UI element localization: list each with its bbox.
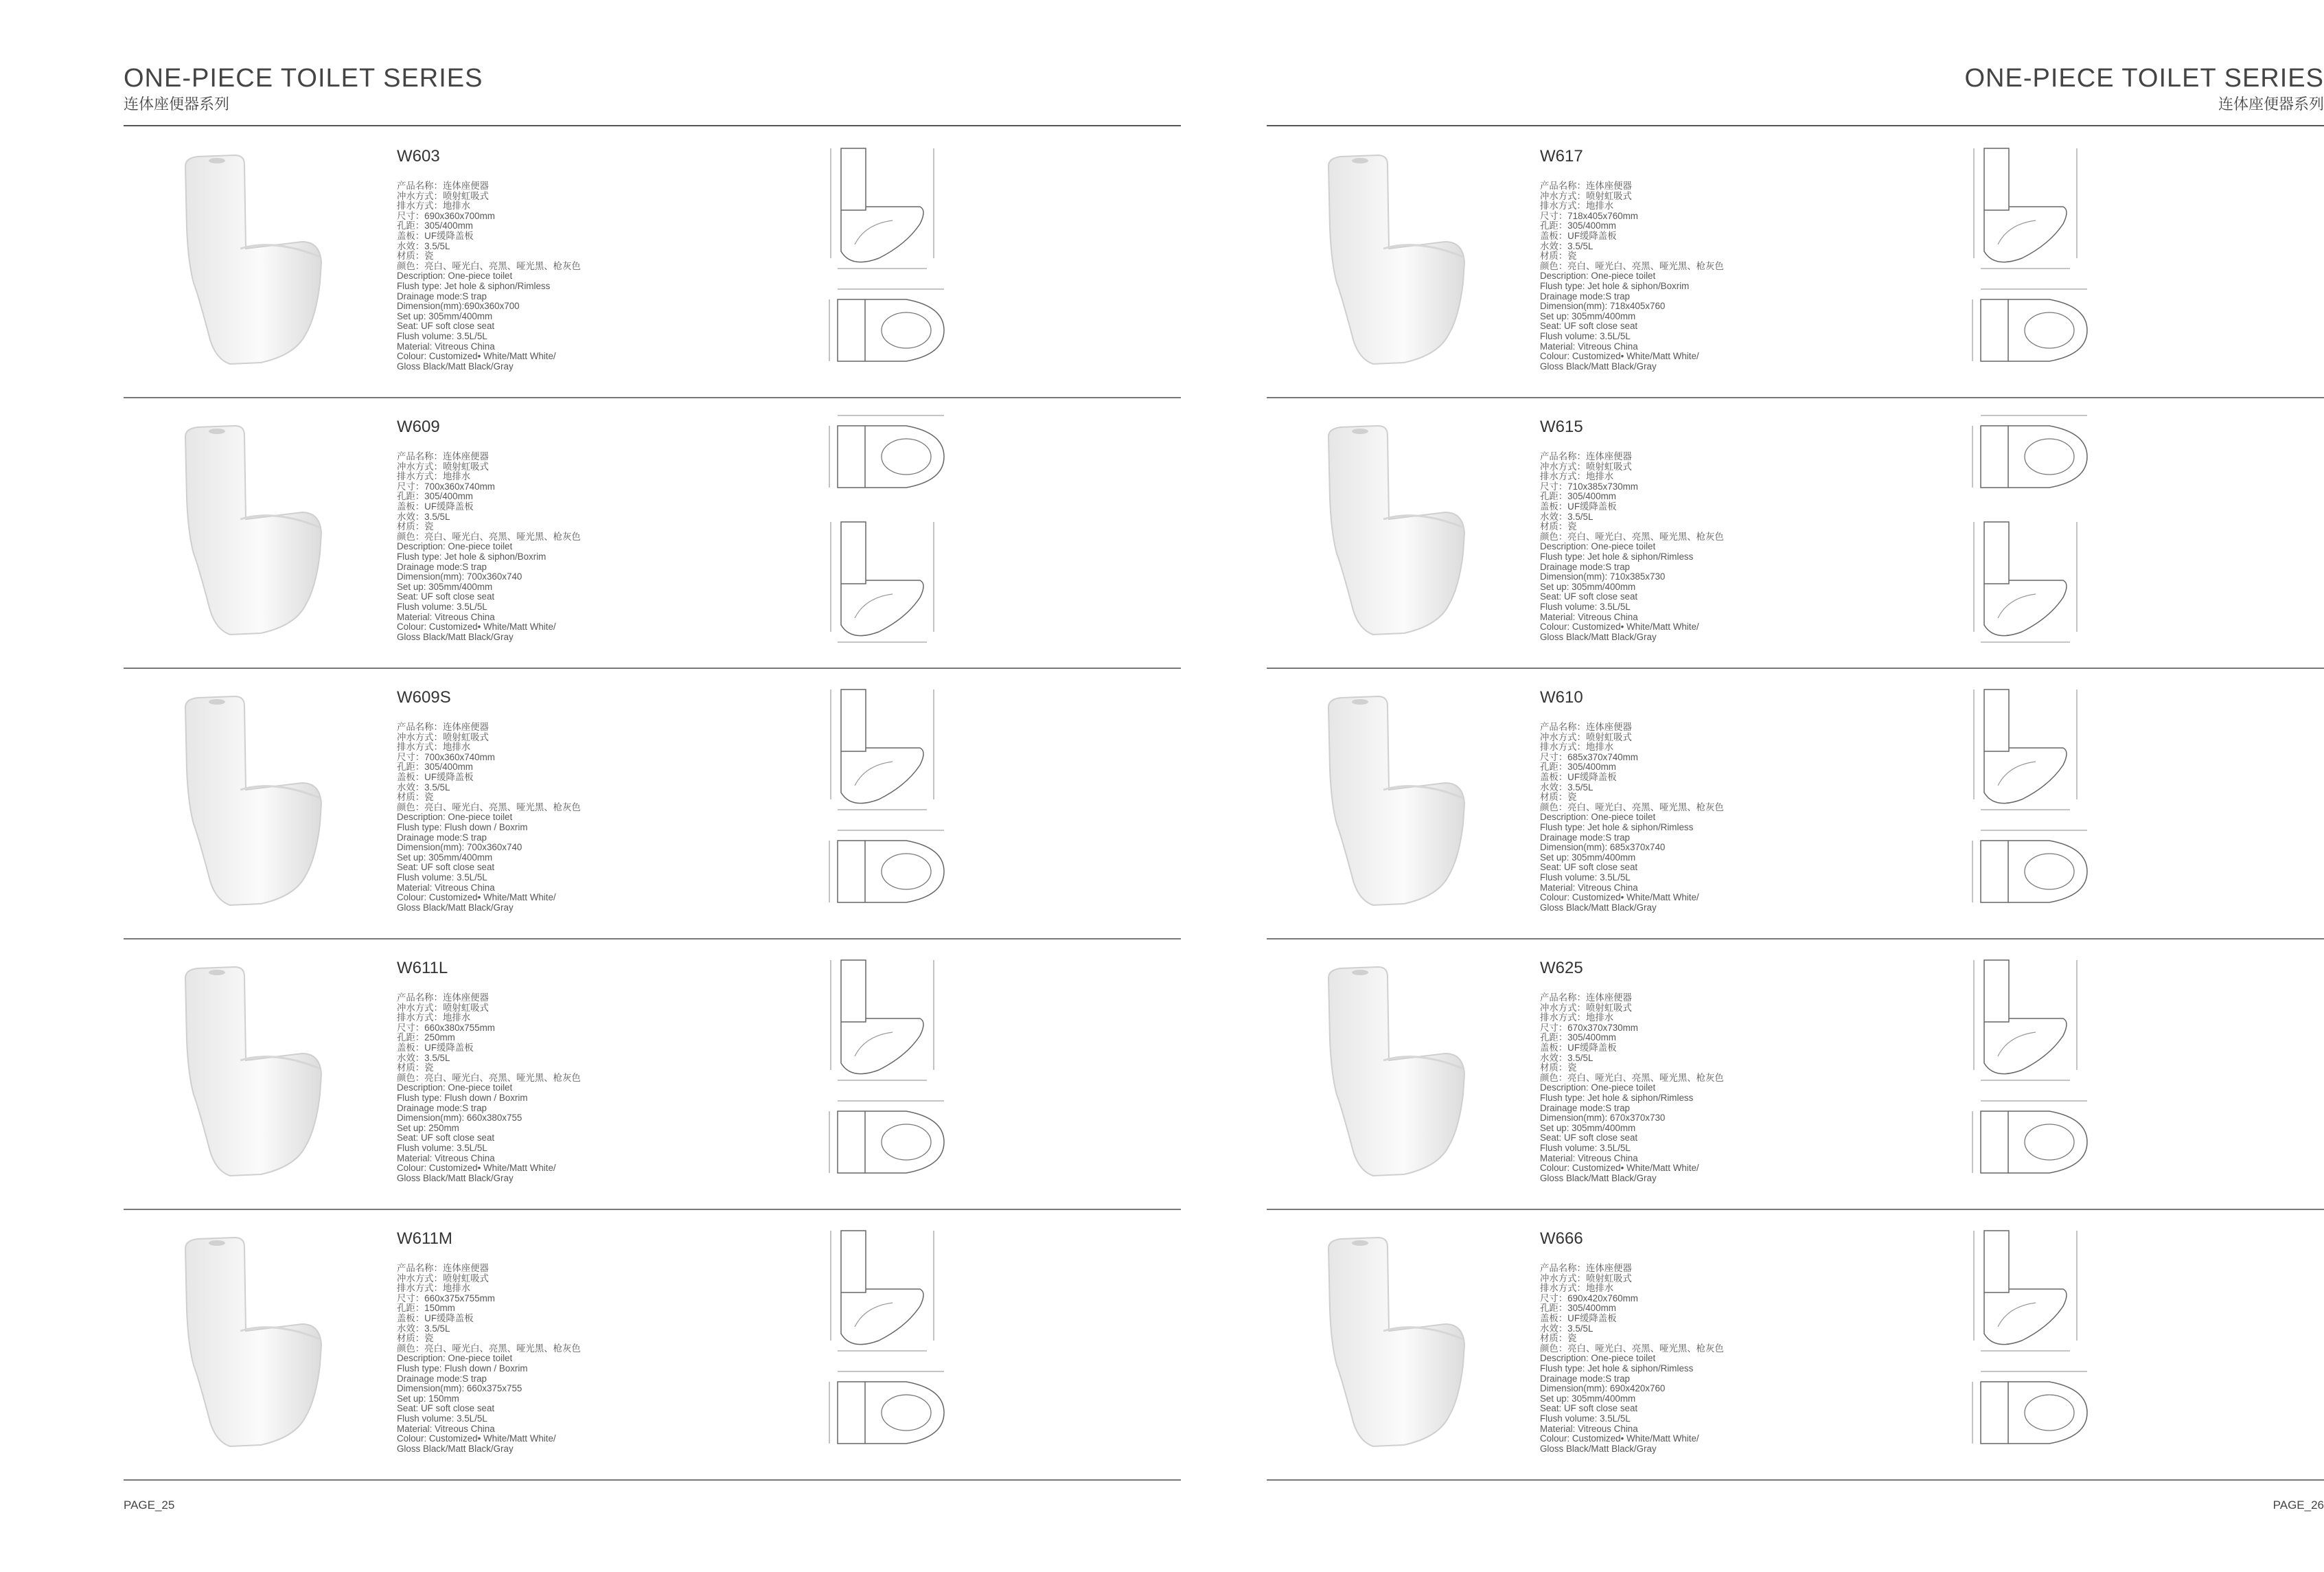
spec-line: Set up: 305mm/400mm — [1540, 1393, 1636, 1404]
spec-line: 颜色：亮白、哑光白、亮黑、哑光黑、枪灰色 — [397, 1343, 581, 1354]
spec-line: Seat: UF soft close seat — [397, 321, 495, 332]
spec-line: Description: One-piece toilet — [397, 812, 513, 823]
product-info — [397, 418, 699, 642]
product-photo — [158, 957, 336, 1184]
spec-line: 盖板：UF缓降盖板 — [1540, 501, 1617, 512]
spec-line: Material: Vitreous China — [1540, 882, 1638, 893]
spec-line: 产品名称：连体座便器 — [397, 181, 489, 191]
product-photo — [158, 146, 336, 372]
spec-line: 水效：3.5/5L — [397, 1052, 450, 1063]
series-subtitle: 连体座便器系列 — [124, 95, 230, 113]
spec-line: Dimension(mm): 660x375x755 — [397, 1383, 522, 1394]
spec-line: 冲水方式：喷射虹吸式 — [397, 461, 489, 472]
spec-line: Description: One-piece toilet — [1540, 1082, 1656, 1093]
series-title: ONE-PIECE TOILET SERIES — [1964, 64, 2324, 93]
spec-line: 材质：瓷 — [1540, 1062, 1577, 1073]
spec-line: 产品名称：连体座便器 — [397, 992, 489, 1003]
spec-line: Colour: Customized• White/Matt White/ — [397, 1163, 556, 1174]
spec-line: Dimension(mm): 685x370x740 — [1540, 842, 1666, 853]
spec-line: Set up: 305mm/400mm — [1540, 581, 1636, 592]
product-row — [1267, 397, 2324, 669]
spec-line: Material: Vitreous China — [397, 1423, 495, 1434]
spec-line: Drainage mode:S trap — [1540, 291, 1631, 301]
spec-line: Flush volume: 3.5L/5L — [1540, 330, 1631, 341]
spec-line: 盖板：UF缓降盖板 — [1540, 230, 1617, 241]
spec-line: 冲水方式：喷射虹吸式 — [1540, 461, 1632, 472]
spec-line: 尺寸：660x380x755mm — [397, 1022, 495, 1033]
spec-line: 尺寸：700x360x740mm — [397, 751, 495, 762]
spec-line: Flush volume: 3.5L/5L — [1540, 1142, 1631, 1153]
spec-line: Gloss Black/Matt Black/Gray — [1540, 1443, 1657, 1454]
spec-line: Flush type: Flush down / Boxrim — [397, 821, 528, 832]
spec-line: 冲水方式：喷射虹吸式 — [397, 190, 489, 201]
spec-line: Dimension(mm): 700x360x740 — [397, 842, 522, 853]
spec-line: 尺寸：718x405x760mm — [1540, 210, 1638, 221]
spec-line: Set up: 305mm/400mm — [1540, 1122, 1636, 1133]
page-number: PAGE_26 — [2273, 1499, 2324, 1512]
spec-line: 尺寸：685x370x740mm — [1540, 751, 1638, 762]
technical-drawing — [824, 141, 954, 382]
spec-line: Drainage mode:S trap — [397, 291, 487, 301]
spec-line: Dimension(mm): 700x360x740 — [397, 571, 522, 582]
spec-line: 颜色：亮白、哑光白、亮黑、哑光黑、枪灰色 — [397, 1072, 581, 1083]
spec-line: Seat: UF soft close seat — [1540, 321, 1638, 332]
spec-line: 产品名称：连体座便器 — [397, 722, 489, 732]
spec-line: Drainage mode:S trap — [1540, 561, 1631, 572]
spec-line: 盖板：UF缓降盖板 — [397, 1312, 474, 1323]
spec-line: 水效：3.5/5L — [1540, 240, 1594, 251]
product-photo — [1301, 1228, 1480, 1455]
spec-line: 产品名称：连体座便器 — [1540, 451, 1632, 462]
spec-line: 颜色：亮白、哑光白、亮黑、哑光黑、枪灰色 — [1540, 1072, 1724, 1083]
spec-line: 冲水方式：喷射虹吸式 — [1540, 190, 1632, 201]
spec-line: 颜色：亮白、哑光白、亮黑、哑光黑、枪灰色 — [397, 801, 581, 812]
spec-line: 排水方式：地排水 — [1540, 201, 1614, 212]
spec-line: Drainage mode:S trap — [397, 561, 487, 572]
product-photo — [1301, 957, 1480, 1184]
spec-line: Seat: UF soft close seat — [397, 1132, 495, 1143]
product-photo — [158, 687, 336, 913]
spec-line: 盖板：UF缓降盖板 — [397, 1042, 474, 1053]
technical-drawing — [1967, 683, 2097, 923]
spec-line: 排水方式：地排水 — [397, 201, 471, 212]
spec-line: 尺寸：690x360x700mm — [397, 210, 495, 221]
spec-line: 孔距：305/400mm — [1540, 1032, 1616, 1043]
spec-line: 尺寸：690x420x760mm — [1540, 1292, 1638, 1303]
spec-line: Flush type: Jet hole & siphon/Rimless — [397, 280, 551, 291]
spec-line: Flush volume: 3.5L/5L — [397, 872, 487, 882]
spec-line: Flush type: Flush down / Boxrim — [397, 1092, 528, 1103]
page-header — [1267, 63, 2324, 126]
spec-line: Description: One-piece toilet — [1540, 1353, 1656, 1364]
spec-line: Drainage mode:S trap — [397, 832, 487, 843]
series-subtitle: 连体座便器系列 — [2218, 95, 2324, 113]
spec-line: Seat: UF soft close seat — [1540, 591, 1638, 602]
product-info — [1540, 688, 1842, 913]
spec-line: Description: One-piece toilet — [1540, 541, 1656, 552]
spec-line: 盖板：UF缓降盖板 — [1540, 1312, 1617, 1323]
spec-line: 孔距：305/400mm — [1540, 220, 1616, 231]
spec-line: Flush volume: 3.5L/5L — [1540, 601, 1631, 612]
spec-line: Set up: 305mm/400mm — [397, 310, 493, 321]
spec-line: 冲水方式：喷射虹吸式 — [1540, 731, 1632, 742]
product-info — [397, 688, 699, 913]
spec-line: 盖板：UF缓降盖板 — [397, 501, 474, 512]
spec-line: Colour: Customized• White/Matt White/ — [1540, 1433, 1699, 1444]
spec-line: Dimension(mm): 660x380x755 — [397, 1113, 522, 1124]
spec-line: Material: Vitreous China — [397, 341, 495, 352]
model-number: W666 — [1540, 1229, 1583, 1248]
product-row — [124, 126, 1181, 398]
spec-line: 冲水方式：喷射虹吸式 — [1540, 1002, 1632, 1013]
spec-line: 材质：瓷 — [1540, 1333, 1577, 1344]
spec-line: 水效：3.5/5L — [1540, 1323, 1594, 1334]
model-number: W611L — [397, 959, 448, 977]
product-photo — [158, 416, 336, 643]
spec-line: Gloss Black/Matt Black/Gray — [397, 631, 514, 642]
technical-drawing — [824, 412, 954, 652]
spec-line: 排水方式：地排水 — [1540, 1283, 1614, 1294]
spec-line: Material: Vitreous China — [397, 611, 495, 622]
spec-line: Flush volume: 3.5L/5L — [397, 1142, 487, 1153]
spec-line: 材质：瓷 — [1540, 521, 1577, 532]
spec-line: Set up: 305mm/400mm — [1540, 852, 1636, 863]
spec-line: Dimension(mm): 710x385x730 — [1540, 571, 1666, 582]
spec-line: Description: One-piece toilet — [397, 271, 513, 282]
product-info — [1540, 959, 1842, 1183]
spec-line: Material: Vitreous China — [1540, 1423, 1638, 1434]
product-photo — [158, 1228, 336, 1455]
product-info — [397, 1229, 699, 1454]
spec-line: Seat: UF soft close seat — [1540, 862, 1638, 873]
spec-line: Description: One-piece toilet — [397, 1082, 513, 1093]
spec-line: 冲水方式：喷射虹吸式 — [397, 1002, 489, 1013]
spec-line: Dimension(mm): 670x370x730 — [1540, 1113, 1666, 1124]
spec-line: 产品名称：连体座便器 — [1540, 1263, 1632, 1273]
spec-line: 尺寸：660x375x755mm — [397, 1292, 495, 1303]
spec-line: Gloss Black/Matt Black/Gray — [397, 902, 514, 913]
spec-line: Colour: Customized• White/Matt White/ — [1540, 622, 1699, 633]
model-number: W610 — [1540, 688, 1583, 707]
spec-line: Set up: 305mm/400mm — [1540, 310, 1636, 321]
spec-line: Flush volume: 3.5L/5L — [397, 601, 487, 612]
spec-line: Flush type: Jet hole & siphon/Rimless — [1540, 821, 1694, 832]
spec-line: 材质：瓷 — [397, 1062, 434, 1073]
spec-line: 冲水方式：喷射虹吸式 — [1540, 1273, 1632, 1284]
spec-line: Colour: Customized• White/Matt White/ — [397, 892, 556, 903]
technical-drawing — [1967, 141, 2097, 382]
spec-line: Dimension(mm): 718x405x760 — [1540, 301, 1666, 312]
spec-line: 颜色：亮白、哑光白、亮黑、哑光黑、枪灰色 — [1540, 531, 1724, 542]
spec-line: 水效：3.5/5L — [397, 240, 450, 251]
spec-line: 颜色：亮白、哑光白、亮黑、哑光黑、枪灰色 — [397, 260, 581, 271]
spec-line: 水效：3.5/5L — [1540, 511, 1594, 522]
spec-line: Material: Vitreous China — [1540, 611, 1638, 622]
spec-line: 产品名称：连体座便器 — [397, 451, 489, 462]
spec-line: 孔距：250mm — [397, 1032, 455, 1043]
spec-line: 产品名称：连体座便器 — [1540, 722, 1632, 732]
spec-line: Description: One-piece toilet — [397, 1353, 513, 1364]
spec-line: 尺寸：670x370x730mm — [1540, 1022, 1638, 1033]
spec-line: 颜色：亮白、哑光白、亮黑、哑光黑、枪灰色 — [1540, 260, 1724, 271]
spec-line: 孔距：150mm — [397, 1303, 455, 1314]
spec-line: 孔距：305/400mm — [1540, 762, 1616, 773]
spec-line: Colour: Customized• White/Matt White/ — [397, 351, 556, 362]
product-photo — [1301, 687, 1480, 913]
spec-line: 冲水方式：喷射虹吸式 — [397, 1273, 489, 1284]
spec-line: Gloss Black/Matt Black/Gray — [1540, 631, 1657, 642]
spec-line: Flush type: Jet hole & siphon/Boxrim — [1540, 280, 1690, 291]
spec-line: 材质：瓷 — [397, 792, 434, 803]
product-row — [1267, 1209, 2324, 1481]
spec-line: 排水方式：地排水 — [397, 1283, 471, 1294]
product-row — [124, 1209, 1181, 1481]
spec-line: Seat: UF soft close seat — [397, 1403, 495, 1414]
product-row — [1267, 126, 2324, 398]
technical-drawing — [1967, 1224, 2097, 1464]
spec-line: Colour: Customized• White/Matt White/ — [1540, 892, 1699, 903]
spec-line: 盖板：UF缓降盖板 — [1540, 1042, 1617, 1053]
spec-line: 排水方式：地排水 — [1540, 471, 1614, 482]
product-row — [124, 397, 1181, 669]
spec-line: Description: One-piece toilet — [1540, 271, 1656, 282]
spec-line: Colour: Customized• White/Matt White/ — [1540, 351, 1699, 362]
spec-line: Flush volume: 3.5L/5L — [1540, 872, 1631, 882]
spec-line: Flush type: Flush down / Boxrim — [397, 1363, 528, 1374]
product-info — [397, 147, 699, 372]
spec-line: 孔距：305/400mm — [397, 220, 473, 231]
spec-line: 盖板：UF缓降盖板 — [397, 771, 474, 782]
series-title: ONE-PIECE TOILET SERIES — [124, 64, 483, 93]
spec-line: 产品名称：连体座便器 — [397, 1263, 489, 1273]
spec-line: 颜色：亮白、哑光白、亮黑、哑光黑、枪灰色 — [397, 531, 581, 542]
spec-line: 材质：瓷 — [1540, 792, 1577, 803]
spec-line: 颜色：亮白、哑光白、亮黑、哑光黑、枪灰色 — [1540, 801, 1724, 812]
technical-drawing — [1967, 412, 2097, 652]
spec-line: 水效：3.5/5L — [1540, 782, 1594, 793]
page-number: PAGE_25 — [124, 1499, 175, 1512]
spec-line: 材质：瓷 — [397, 1333, 434, 1344]
spec-line: 排水方式：地排水 — [1540, 742, 1614, 753]
spec-line: 尺寸：710x385x730mm — [1540, 481, 1638, 492]
spec-line: 排水方式：地排水 — [397, 471, 471, 482]
spec-line: 颜色：亮白、哑光白、亮黑、哑光黑、枪灰色 — [1540, 1343, 1724, 1354]
spec-line: Material: Vitreous China — [397, 1152, 495, 1163]
model-number: W617 — [1540, 147, 1583, 166]
spec-line: Set up: 305mm/400mm — [397, 852, 493, 863]
model-number: W611M — [397, 1229, 452, 1248]
spec-line: 冲水方式：喷射虹吸式 — [397, 731, 489, 742]
spec-line: Dimension(mm): 690x420x760 — [1540, 1383, 1666, 1394]
product-info — [1540, 147, 1842, 372]
technical-drawing — [824, 683, 954, 923]
spec-line: Colour: Customized• White/Matt White/ — [397, 1433, 556, 1444]
spec-line: Description: One-piece toilet — [397, 541, 513, 552]
spec-line: Flush type: Jet hole & siphon/Rimless — [1540, 1363, 1694, 1374]
spec-line: Set up: 150mm — [397, 1393, 459, 1404]
spec-line: Gloss Black/Matt Black/Gray — [1540, 1172, 1657, 1183]
spec-line: 盖板：UF缓降盖板 — [397, 230, 474, 241]
spec-line: Seat: UF soft close seat — [1540, 1403, 1638, 1414]
spec-line: Material: Vitreous China — [1540, 341, 1638, 352]
spec-line: Set up: 250mm — [397, 1122, 459, 1133]
spec-line: Gloss Black/Matt Black/Gray — [397, 361, 514, 372]
spec-line: Gloss Black/Matt Black/Gray — [397, 1443, 514, 1454]
spec-line: Colour: Customized• White/Matt White/ — [1540, 1163, 1699, 1174]
spec-line: Material: Vitreous China — [1540, 1152, 1638, 1163]
spec-line: Material: Vitreous China — [397, 882, 495, 893]
model-number: W609 — [397, 418, 440, 436]
spec-line: 排水方式：地排水 — [397, 1012, 471, 1023]
right-page — [1267, 0, 2324, 1572]
spec-line: Colour: Customized• White/Matt White/ — [397, 622, 556, 633]
spec-line: Set up: 305mm/400mm — [397, 581, 493, 592]
spec-line: Seat: UF soft close seat — [397, 591, 495, 602]
model-number: W625 — [1540, 959, 1583, 977]
spec-line: 材质：瓷 — [397, 521, 434, 532]
spec-line: 水效：3.5/5L — [397, 1323, 450, 1334]
page-header — [124, 63, 1181, 126]
spec-line: 材质：瓷 — [1540, 251, 1577, 262]
spec-line: Drainage mode:S trap — [397, 1373, 487, 1384]
spec-line: Flush type: Jet hole & siphon/Rimless — [1540, 1092, 1694, 1103]
spec-line: 孔距：305/400mm — [1540, 1303, 1616, 1314]
product-info — [397, 959, 699, 1183]
left-page — [124, 0, 1181, 1572]
spec-line: 孔距：305/400mm — [397, 491, 473, 502]
spec-line: 产品名称：连体座便器 — [1540, 181, 1632, 191]
model-number: W615 — [1540, 418, 1583, 436]
spec-line: Dimension(mm):690x360x700 — [397, 301, 520, 312]
spec-line: 水效：3.5/5L — [1540, 1052, 1594, 1063]
spec-line: Drainage mode:S trap — [1540, 832, 1631, 843]
technical-drawing — [824, 1224, 954, 1464]
product-row — [1267, 938, 2324, 1210]
technical-drawing — [1967, 953, 2097, 1194]
spec-line: Flush volume: 3.5L/5L — [397, 1413, 487, 1424]
spec-line: Gloss Black/Matt Black/Gray — [1540, 361, 1657, 372]
spec-line: Drainage mode:S trap — [1540, 1102, 1631, 1113]
product-photo — [1301, 416, 1480, 643]
spec-line: Flush type: Jet hole & siphon/Rimless — [1540, 551, 1694, 562]
spec-line: Flush type: Jet hole & siphon/Boxrim — [397, 551, 547, 562]
spec-line: 产品名称：连体座便器 — [1540, 992, 1632, 1003]
product-row — [1267, 668, 2324, 939]
product-row — [124, 938, 1181, 1210]
spec-line: Flush volume: 3.5L/5L — [1540, 1413, 1631, 1424]
spec-line: Gloss Black/Matt Black/Gray — [397, 1172, 514, 1183]
spec-line: 尺寸：700x360x740mm — [397, 481, 495, 492]
spec-line: 水效：3.5/5L — [397, 511, 450, 522]
model-number: W603 — [397, 147, 440, 166]
technical-drawing — [824, 953, 954, 1194]
product-info — [1540, 418, 1842, 642]
spec-line: Seat: UF soft close seat — [397, 862, 495, 873]
product-photo — [1301, 146, 1480, 372]
product-info — [1540, 1229, 1842, 1454]
spec-line: 排水方式：地排水 — [1540, 1012, 1614, 1023]
spec-line: 排水方式：地排水 — [397, 742, 471, 753]
spec-line: Drainage mode:S trap — [1540, 1373, 1631, 1384]
spec-line: Flush volume: 3.5L/5L — [397, 330, 487, 341]
spec-line: 盖板：UF缓降盖板 — [1540, 771, 1617, 782]
spec-line: Seat: UF soft close seat — [1540, 1132, 1638, 1143]
spec-line: 孔距：305/400mm — [397, 762, 473, 773]
product-row — [124, 668, 1181, 939]
spec-line: 材质：瓷 — [397, 251, 434, 262]
spec-line: Gloss Black/Matt Black/Gray — [1540, 902, 1657, 913]
model-number: W609S — [397, 688, 451, 707]
spec-line: Drainage mode:S trap — [397, 1102, 487, 1113]
spec-line: Description: One-piece toilet — [1540, 812, 1656, 823]
spec-line: 水效：3.5/5L — [397, 782, 450, 793]
spec-line: 孔距：305/400mm — [1540, 491, 1616, 502]
